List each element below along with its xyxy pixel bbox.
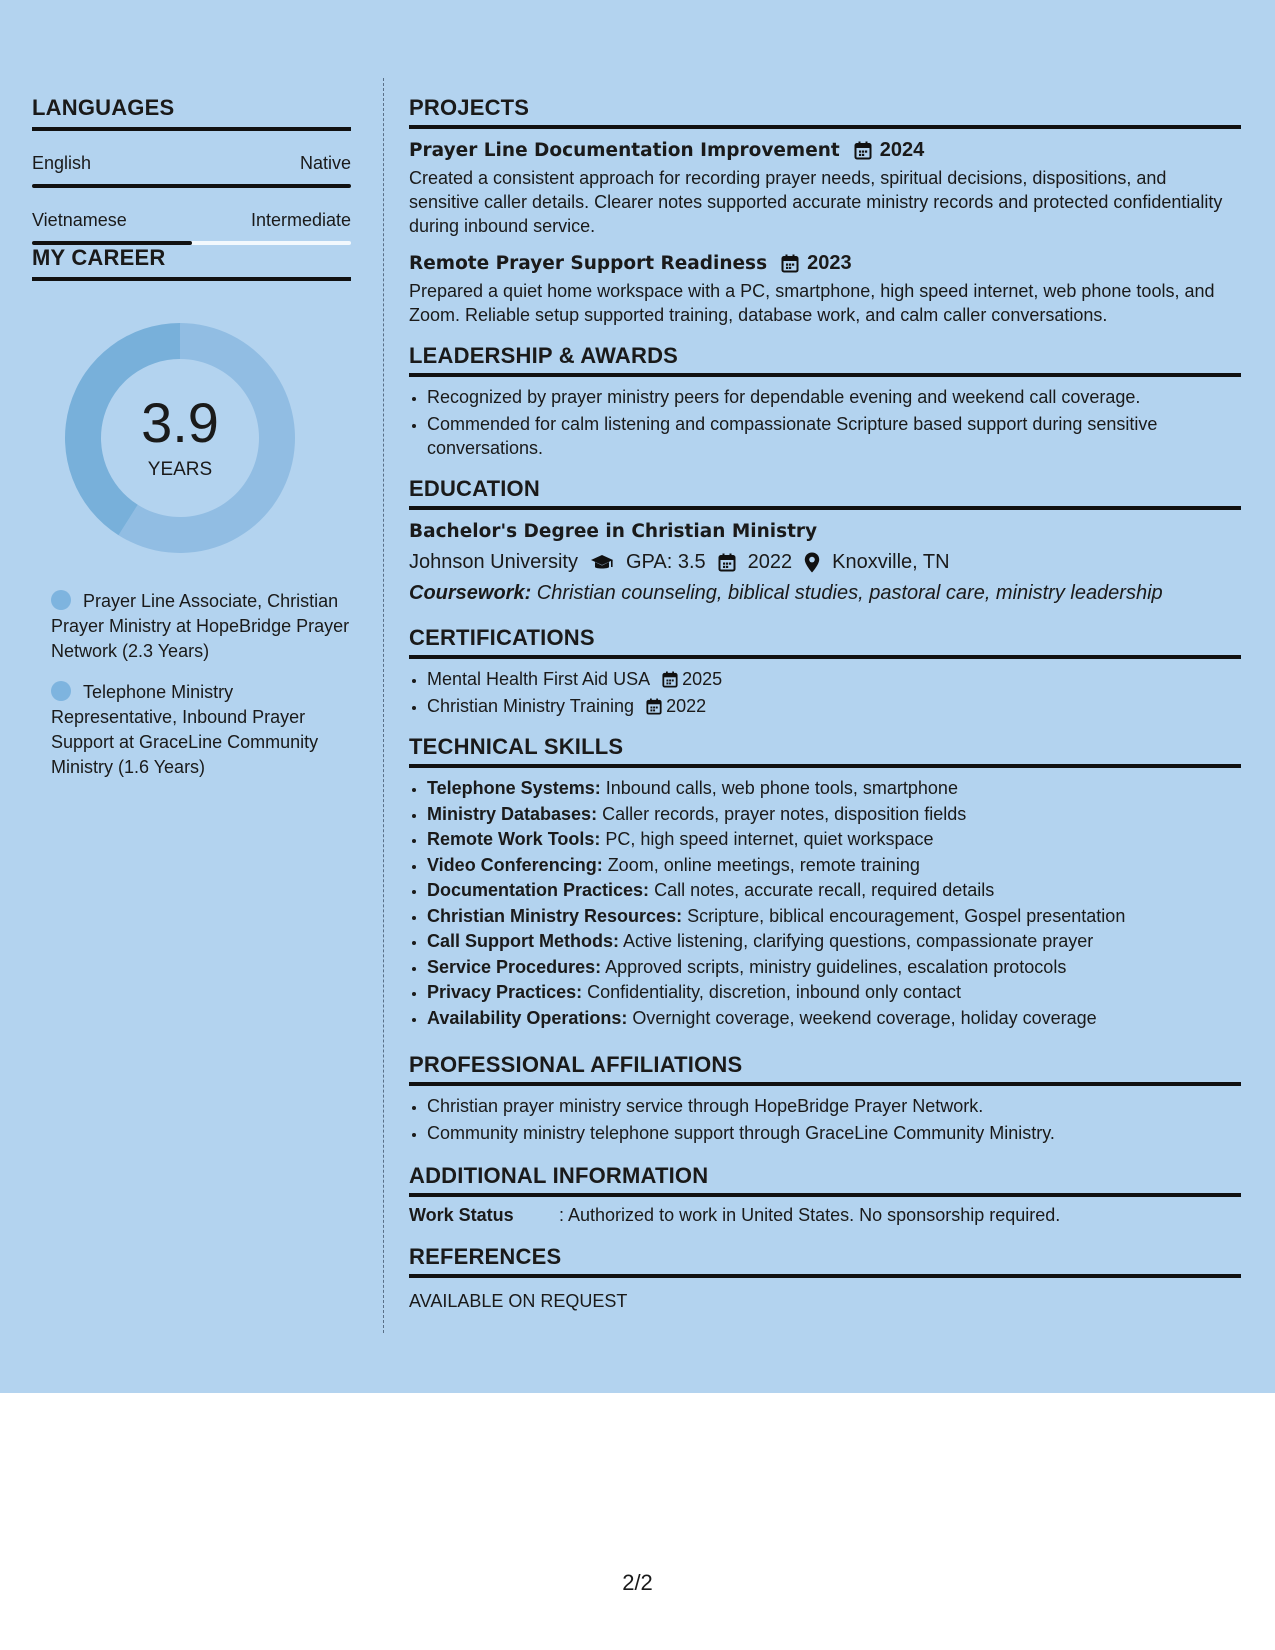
school-location: Knoxville, TN [832,551,950,573]
additional-info-heading: ADDITIONAL INFORMATION [409,1163,1241,1197]
career-job-item [32,680,351,780]
skill-item [427,980,1241,1004]
career-job-text: Telephone Ministry Representative, Inbound Prayer Support at GraceLine Community Ministry (1.6 Years) [51,682,319,777]
technical-skills-list [409,776,1241,1030]
coursework [409,582,1241,605]
certification-year: 2022 [666,696,707,716]
skill-label: Christian Ministry Resources: [427,905,683,926]
certification-name: • Mental Health First Aid USA [427,669,651,689]
education-meta [409,551,1241,574]
skill-label: Ministry Databases: [427,803,598,824]
skill-value: Overnight coverage, weekend coverage, holiday coverage [627,1007,1097,1028]
certifications-list [409,667,1241,718]
language-name: Vietnamese [32,210,127,230]
skill-value: Inbound calls, web phone tools, smartphone [600,778,958,798]
skill-label: Service Procedures: [427,956,602,977]
work-status-row [409,1205,1241,1226]
skill-value: Zoom, online meetings, remote training [602,854,920,875]
skill-label: Remote Work Tools: [427,829,601,849]
additional-info-section [409,1163,1241,1226]
affiliations-section [409,1052,1241,1145]
project-year: 2023 [807,252,852,274]
work-status-value: : Authorized to work in United States. No sponsorship required. [559,1204,1061,1225]
skill-item [427,878,1241,902]
project-title: Prayer Line Documentation Improvement [409,140,840,161]
career-donut-chart [65,323,295,553]
skill-value: Approved scripts, ministry guidelines, escalation protocols [601,956,1067,977]
legend-dot [51,681,71,701]
education-section [409,476,1241,605]
leadership-item: • Recognized by prayer ministry peers for dependable evening and weekend call coverage. [427,385,1241,409]
language-item [32,153,351,188]
certification-item [427,667,1241,691]
coursework-label: Coursework: [409,582,532,604]
certifications-heading: CERTIFICATIONS [409,625,1241,659]
language-level: Native [299,153,351,173]
career-years-unit: YEARS [147,459,213,480]
references-heading: REFERENCES [409,1244,1241,1278]
skill-label: Telephone Systems: [427,778,601,798]
language-item [32,210,351,245]
leadership-list [409,385,1241,460]
skill-label: Documentation Practices: [427,880,650,900]
education-heading: EDUCATION [409,476,1241,510]
skill-item [427,827,1241,851]
skill-label: Call Support Methods: [427,931,619,951]
skill-item [427,929,1241,953]
certifications-section [409,625,1241,718]
affiliations-list [409,1094,1241,1145]
project-title: Remote Prayer Support Readiness [409,253,768,274]
map-pin-icon [804,552,820,573]
skill-value: Confidentiality, discretion, inbound only contact [582,982,961,1002]
leadership-section [409,343,1241,460]
degree-title: Bachelor's Degree in Christian Ministry [409,521,818,542]
skill-value: Scripture, biblical encouragement, Gospel presentation [682,905,1126,926]
column-divider [383,78,384,1333]
project-description: Created a consistent approach for recording prayer needs, spiritual decisions, dispositions, and sensitive caller details. Clearer notes supported accurate ministry records and protected confidentiality during inbound service. [409,168,1223,236]
affiliation-item: • Community ministry telephone support through GraceLine Community Ministry. [427,1121,1241,1145]
technical-skills-section [409,734,1241,1030]
skill-label: Availability Operations: [427,1007,628,1028]
certification-year: 2025 [682,669,723,689]
skill-value: Call notes, accurate recall, required details [649,880,995,900]
skill-label: Video Conferencing: [427,854,603,875]
language-proficiency-fill [32,241,192,245]
calendar-icon [854,141,872,160]
career-jobs-list [32,589,351,780]
career-heading: MY CAREER [32,245,351,281]
skill-value: Active listening, clarifying questions, compassionate prayer [619,931,1094,951]
references-section [409,1244,1241,1312]
technical-skills-heading: TECHNICAL SKILLS [409,734,1241,768]
skill-item [427,776,1241,800]
legend-dot [51,590,71,610]
career-job-item [32,589,351,664]
project-description: Prepared a quiet home workspace with a PC, smartphone, high speed internet, web phone tools, and Zoom. Reliable setup supported training, database work, and calm caller conversations. [409,281,1215,325]
coursework-text: Christian counseling, biblical studies, pastoral care, ministry leadership [531,582,1163,604]
project-year: 2024 [879,139,925,161]
project-item [409,252,1241,327]
leadership-item: • Commended for calm listening and compassionate Scripture based support during sensitive conversations. [427,412,1241,460]
sidebar [32,95,351,780]
calendar-icon [662,671,678,688]
affiliation-item: • Christian prayer ministry service through HopeBridge Prayer Network. [427,1094,1241,1118]
career-total-years: 3.9 [141,391,219,454]
calendar-icon [718,553,736,572]
language-proficiency-bar [32,241,351,245]
languages-heading: LANGUAGES [32,95,351,131]
project-item [409,139,1241,238]
certification-name: • Christian Ministry Training [427,696,635,716]
skill-item [427,904,1241,928]
school-name: Johnson University [409,551,578,573]
affiliations-heading: PROFESSIONAL AFFILIATIONS [409,1052,1241,1086]
career-job-text: Prayer Line Associate, Christian Prayer Ministry at HopeBridge Prayer Network (2.3 Years) [51,591,350,661]
projects-section [409,95,1241,327]
references-text: AVAILABLE ON REQUEST [409,1290,628,1311]
skill-item [427,955,1241,979]
projects-heading: PROJECTS [409,95,1241,129]
page-number: 2/2 [622,1570,653,1595]
language-proficiency-bar [32,184,351,188]
work-status-label: Work Status [409,1204,514,1225]
skill-item [427,853,1241,877]
skill-item [427,1006,1241,1030]
gpa-value: GPA: 3.5 [625,551,706,573]
skill-value: Caller records, prayer notes, disposition fields [597,803,967,824]
skill-item [427,802,1241,826]
graduation-year: 2022 [747,551,793,573]
language-level: Intermediate [250,210,351,230]
language-name: English [32,153,92,173]
leadership-heading: LEADERSHIP & AWARDS [409,343,1241,377]
calendar-icon [646,698,662,715]
calendar-icon [781,254,799,273]
language-proficiency-fill [32,184,351,188]
certification-item [427,694,1241,718]
skill-value: PC, high speed internet, quiet workspace [600,829,934,849]
graduation-cap-icon [590,554,614,572]
main-content [409,95,1241,1312]
skill-label: Privacy Practices: [427,982,583,1002]
